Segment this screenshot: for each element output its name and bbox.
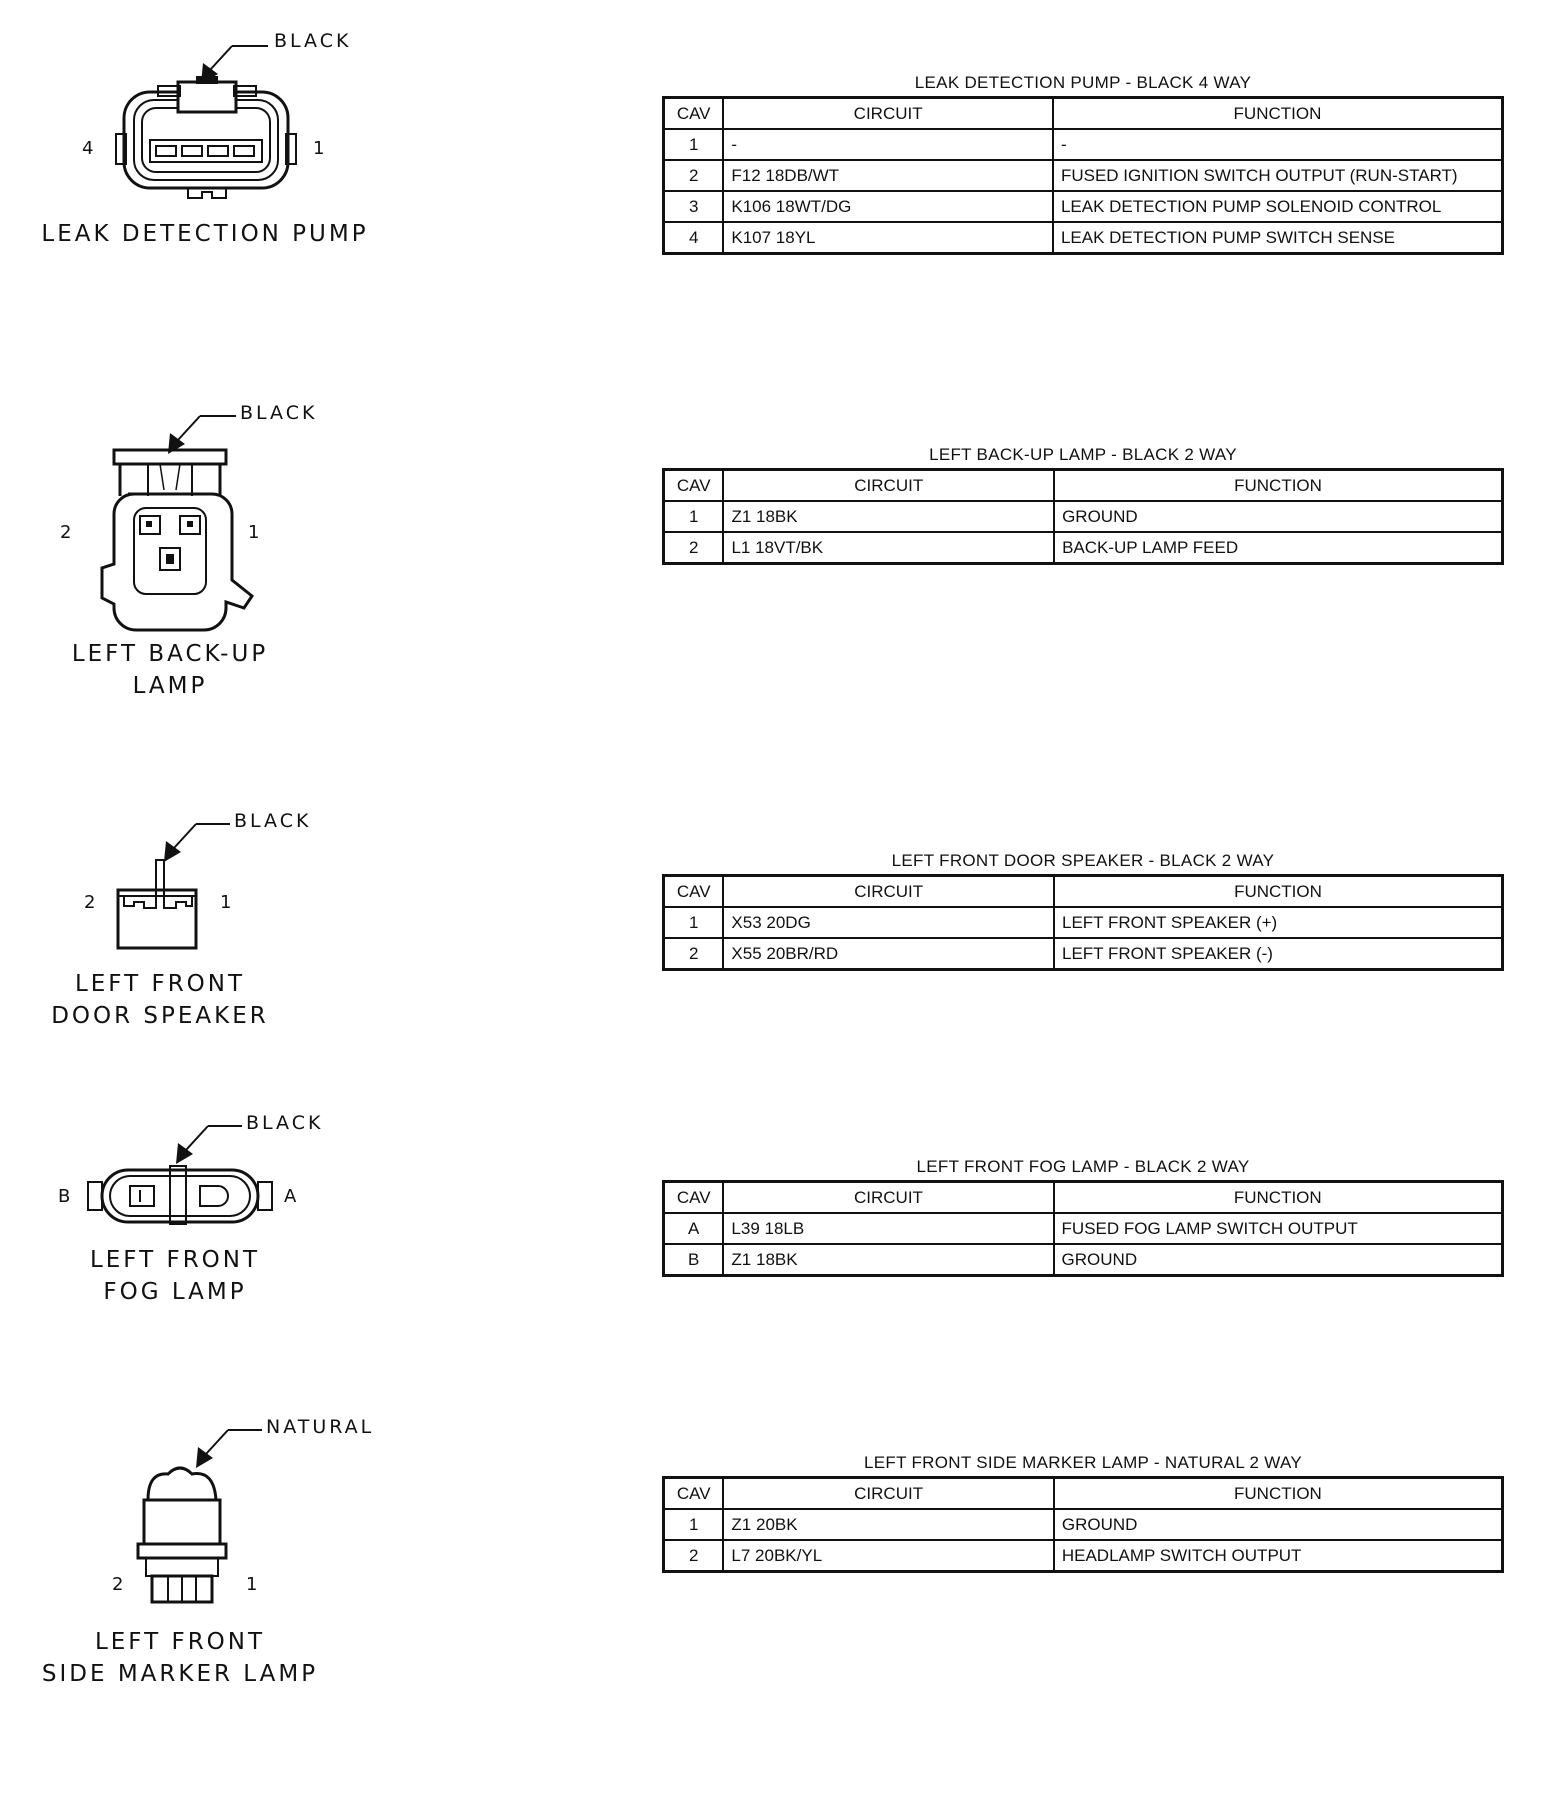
pinout-table-block [662, 442, 1504, 565]
connector-color-label: BLACK [234, 810, 312, 832]
header-function: FUNCTION [1053, 98, 1503, 130]
connector-color-label: BLACK [246, 1112, 324, 1134]
cell-function: GROUND [1054, 1244, 1503, 1276]
header-cav: CAV [664, 1478, 724, 1510]
cell-cav: 1 [664, 501, 724, 532]
cell-function: LEFT FRONT SPEAKER (+) [1054, 907, 1503, 938]
table-row [664, 1509, 1503, 1540]
header-cav: CAV [664, 876, 724, 908]
table-title: LEFT BACK-UP LAMP - BLACK 2 WAY [929, 445, 1237, 464]
pin-label-right: A [284, 1186, 297, 1207]
table-row [664, 129, 1503, 160]
table-header-row [664, 1478, 1503, 1510]
connector-color-label: BLACK [240, 402, 318, 424]
cell-function: FUSED FOG LAMP SWITCH OUTPUT [1054, 1213, 1503, 1244]
connector-name [20, 1626, 340, 1690]
pinout-table [662, 468, 1504, 565]
connector-name-line: LEFT BACK-UP [71, 641, 269, 667]
cell-cav: 2 [664, 160, 724, 191]
cell-cav: 1 [664, 129, 724, 160]
pinout-table [662, 96, 1504, 255]
header-circuit: CIRCUIT [723, 98, 1053, 130]
header-function: FUNCTION [1054, 1182, 1503, 1214]
pinout-table [662, 1180, 1504, 1277]
cell-cav: 2 [664, 1540, 724, 1572]
header-cav: CAV [664, 470, 724, 502]
connector-name-line: LEFT FRONT [94, 1629, 266, 1655]
pin-label-left: 2 [84, 892, 96, 913]
connector-section-left-front-side-marker-lamp [0, 1400, 1568, 1720]
pin-label-left: 2 [60, 522, 72, 543]
table-row [664, 907, 1503, 938]
connector-name [40, 218, 370, 250]
cell-function: LEFT FRONT SPEAKER (-) [1054, 938, 1503, 970]
pinout-table [662, 874, 1504, 971]
cell-circuit: - [723, 129, 1053, 160]
cell-function: GROUND [1054, 1509, 1503, 1540]
header-circuit: CIRCUIT [723, 470, 1054, 502]
cell-circuit: Z1 18BK [723, 1244, 1053, 1276]
connector-name [0, 638, 340, 702]
connector-name-line: LAMP [132, 673, 208, 699]
connector-name-line: SIDE MARKER LAMP [41, 1661, 319, 1687]
pinout-table-block [662, 848, 1504, 971]
table-row [664, 222, 1503, 254]
cell-function: LEAK DETECTION PUMP SOLENOID CONTROL [1053, 191, 1503, 222]
pin-label-right: 1 [248, 522, 260, 543]
header-function: FUNCTION [1054, 470, 1502, 502]
cell-cav: 1 [664, 1509, 724, 1540]
left-front-fog-lamp-connector-drawing [0, 1110, 420, 1350]
cell-function: GROUND [1054, 501, 1502, 532]
connector-section-left-front-door-speaker [0, 800, 1568, 1060]
cell-cav: 3 [664, 191, 724, 222]
table-row [664, 501, 1503, 532]
cell-circuit: L7 20BK/YL [723, 1540, 1053, 1572]
connector-name-line: DOOR SPEAKER [51, 1003, 269, 1029]
cell-function: HEADLAMP SWITCH OUTPUT [1054, 1540, 1503, 1572]
header-circuit: CIRCUIT [723, 1182, 1053, 1214]
cell-circuit: L39 18LB [723, 1213, 1053, 1244]
table-header-row [664, 98, 1503, 130]
connector-diagram [0, 1400, 420, 1720]
cell-circuit: X53 20DG [723, 907, 1054, 938]
header-function: FUNCTION [1054, 1478, 1503, 1510]
cell-circuit: K107 18YL [723, 222, 1053, 254]
cell-circuit: Z1 20BK [723, 1509, 1053, 1540]
table-title: LEFT FRONT DOOR SPEAKER - BLACK 2 WAY [891, 851, 1275, 870]
table-row [664, 1244, 1503, 1276]
cell-function: FUSED IGNITION SWITCH OUTPUT (RUN-START) [1053, 160, 1503, 191]
cell-cav: A [664, 1213, 724, 1244]
pin-label-left: B [58, 1186, 71, 1207]
pin-label-left: 2 [112, 1574, 124, 1595]
table-header-row [664, 470, 1503, 502]
table-row [664, 160, 1503, 191]
connector-name-line: FOG LAMP [103, 1279, 247, 1305]
header-cav: CAV [664, 98, 724, 130]
header-circuit: CIRCUIT [723, 876, 1054, 908]
table-row [664, 938, 1503, 970]
pin-label-right: 1 [313, 138, 325, 159]
pin-label-right: 1 [220, 892, 232, 913]
connector-color-label: NATURAL [266, 1416, 375, 1438]
table-title: LEAK DETECTION PUMP - BLACK 4 WAY [914, 73, 1252, 92]
header-function: FUNCTION [1054, 876, 1503, 908]
connector-name-line: LEFT FRONT [74, 971, 246, 997]
connector-diagram [0, 800, 420, 1060]
table-header-row [664, 1182, 1503, 1214]
pinout-table [662, 1476, 1504, 1573]
pinout-table-block [662, 1450, 1504, 1573]
table-row [664, 532, 1503, 564]
header-circuit: CIRCUIT [723, 1478, 1053, 1510]
cell-cav: 2 [664, 532, 724, 564]
connector-name-line: LEFT FRONT [89, 1247, 261, 1273]
table-row [664, 1213, 1503, 1244]
connector-diagram [0, 390, 420, 730]
cell-circuit: Z1 18BK [723, 501, 1054, 532]
cell-circuit: F12 18DB/WT [723, 160, 1053, 191]
table-title: LEFT FRONT SIDE MARKER LAMP - NATURAL 2 WAY [864, 1453, 1302, 1472]
connector-diagram [0, 1110, 420, 1350]
connector-section-leak-detection-pump [0, 0, 1568, 330]
table-row [664, 191, 1503, 222]
pin-label-left: 4 [82, 138, 94, 159]
pinout-table-block [662, 1154, 1504, 1277]
cell-circuit: K106 18WT/DG [723, 191, 1053, 222]
connector-color-label: BLACK [274, 30, 352, 52]
connector-name-line: LEAK DETECTION PUMP [41, 221, 369, 247]
table-title: LEFT FRONT FOG LAMP - BLACK 2 WAY [916, 1157, 1250, 1176]
table-header-row [664, 876, 1503, 908]
header-cav: CAV [664, 1182, 724, 1214]
cell-cav: B [664, 1244, 724, 1276]
connector-section-left-back-up-lamp [0, 390, 1568, 730]
table-row [664, 1540, 1503, 1572]
cell-cav: 1 [664, 907, 724, 938]
cell-cav: 4 [664, 222, 724, 254]
leak-detection-pump-connector-drawing [0, 0, 420, 330]
connector-section-left-front-fog-lamp [0, 1110, 1568, 1350]
pin-label-right: 1 [246, 1574, 258, 1595]
connector-name [50, 1244, 300, 1308]
cell-circuit: X55 20BR/RD [723, 938, 1054, 970]
cell-cav: 2 [664, 938, 724, 970]
connector-name [40, 968, 280, 1032]
cell-function: BACK-UP LAMP FEED [1054, 532, 1502, 564]
cell-function: LEAK DETECTION PUMP SWITCH SENSE [1053, 222, 1503, 254]
connector-diagram [0, 0, 420, 330]
cell-circuit: L1 18VT/BK [723, 532, 1054, 564]
pinout-table-block [662, 70, 1504, 255]
cell-function: - [1053, 129, 1503, 160]
